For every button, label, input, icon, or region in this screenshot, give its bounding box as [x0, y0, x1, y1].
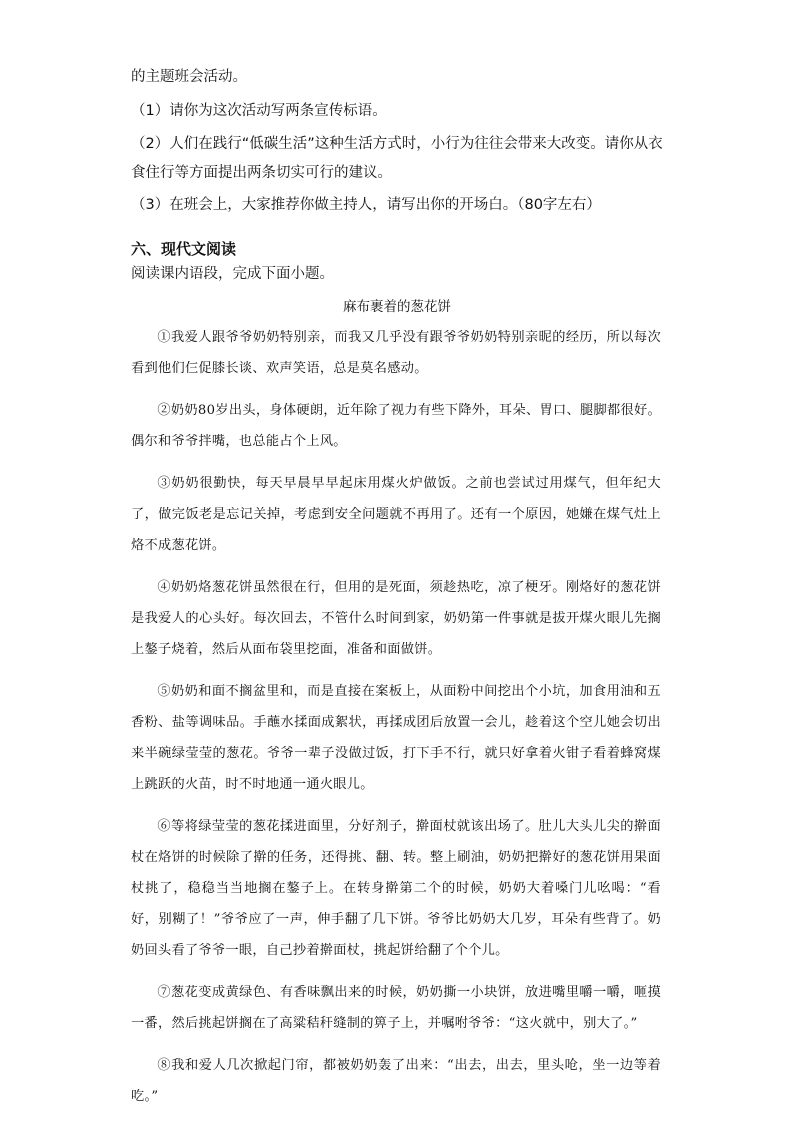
story-paragraph: ⑦葱花变成黄绿色、有香味飘出来的时候，奶奶撕一小块饼，放进嘴里嚼一嚼，咂摸一番，然后挑起饼搁在了高粱秸秆缝制的箅子上，并嘱咐爷爷：“这火就中，别大了。” [131, 985, 661, 1031]
story-paragraph: ①我爱人跟爷爷奶奶特别亲，而我又几乎没有跟爷爷奶奶特别亲昵的经历，所以每次看到他们仨促膝长谈、欢声笑语，总是莫名感动。 [131, 330, 661, 376]
section-instruction: 阅读课内语段，完成下面小题。 [131, 266, 334, 282]
task-item-1: （1）请你为这次活动写两条宣传标语。 [131, 103, 387, 119]
task-item-2: （2）人们在践行“低碳生活”这种生活方式时，小行为往往会带来大改变。请你从衣 [131, 136, 663, 152]
story-body [131, 322, 661, 1112]
story-paragraph: ④奶奶烙葱花饼虽然很在行，但用的是死面，须趁热吃，凉了梗牙。刚烙好的葱花饼是我爱人的心头好。每次回去，不管什么时间到家，奶奶第一件事就是拔开煤火眼儿先搁上鏊子烧着，然后从面布袋里挖面，准备和面做饼。 [131, 580, 661, 657]
story-paragraph: ⑤奶奶和面不搁盆里和，而是直接在案板上，从面粉中间挖出个小坑，加食用油和五香粉、盐等调味品。手蘸水揉面成絮状，再揉成团后放置一会儿，趁着这个空儿她会切出来半碗绿莹莹的葱花。爷爷一辈子没做过饭，打下手不行，就只好拿着火钳子看着蜂窝煤上跳跃的火苗，时不时地通一通火眼儿。 [131, 684, 661, 792]
text-line: 的主题班会活动。 [131, 69, 247, 85]
story-paragraph: ⑥等将绿莹莹的葱花揉进面里，分好剂子，擀面杖就该出场了。肚儿大头儿尖的擀面杖在烙饼的时候除了擀的任务，还得挑、翻、转。整上刷油，奶奶把擀好的葱花饼用果面杖挑了，稳稳当当地搁在鏊子上。在转身擀第二个的时候，奶奶大着嗓门儿吆喝：“看好，别糊了！”爷爷应了一声，伸手翻了几下饼。爷爷比奶奶大几岁，耳朵有些背了。奶奶回头看了爷爷一眼，自己抄着擀面杖，挑起饼给翻了个个儿。 [131, 819, 661, 958]
story-paragraph: ③奶奶很勤快，每天早晨早早起床用煤火炉做饭。之前也尝试过用煤气，但年纪大了，做完饭老是忘记关掉，考虑到安全问题就不再用了。还有一个原因，她嫌在煤气灶上烙不成葱花饼。 [131, 476, 661, 553]
section-heading: 六、现代文阅读 [131, 240, 237, 258]
story-title: 麻布裹着的葱花饼 [343, 299, 451, 315]
story-paragraph: ②奶奶80岁出头，身体硬朗，近年除了视力有些下降外，耳朵、胃口、腿脚都很好。偶尔和爷爷拌嘴，也总能占个上风。 [131, 403, 661, 449]
story-paragraph: ⑧我和爱人几次掀起门帘，都被奶奶轰了出来：“出去，出去，里头呛，坐一边等着吃。” [131, 1058, 661, 1104]
task-item-3: （3）在班会上，大家推荐你做主持人，请写出你的开场白。（80字左右） [131, 197, 601, 213]
task-item-2-continued: 食住行等方面提出两条切实可行的建议。 [131, 165, 392, 181]
